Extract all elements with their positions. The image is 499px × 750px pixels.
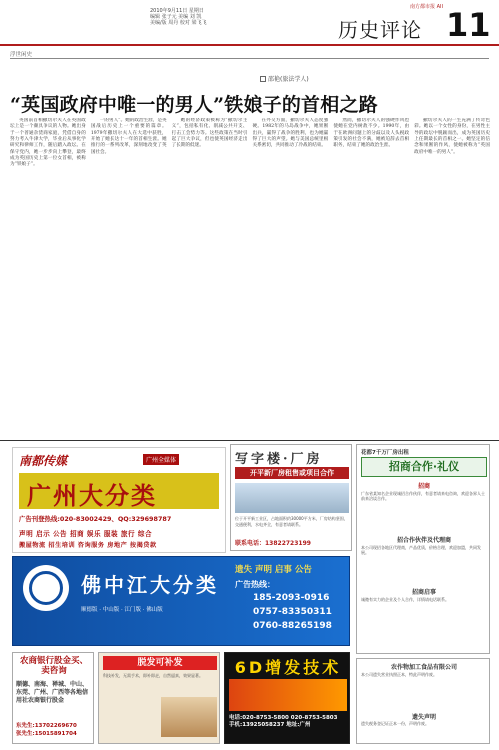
ad-title: 农商银行股金买、卖咨询 [19, 656, 88, 676]
newspaper-logo: 南方都市报 AII [410, 4, 443, 10]
factory-photo [235, 483, 349, 513]
article-column: 撒切尔夫人的一生充满了传奇色彩。她以一个女性的身份，在男性主导的政坛中脱颖而出，成为英国历史上任期最长的首相之一。她坚定的信念和果断的作风，使她被称为“英国政府中唯一的男人”。 [414, 118, 490, 155]
6d-hair-ad [224, 652, 350, 744]
ad-categories: 声明 启示 公告 招商 娱乐 服装 旅行 综合 [19, 530, 153, 538]
notice-text: 遗失税务登记证正本一份，声明作废。 [361, 721, 429, 726]
ad-subheading: 招商启事 [411, 589, 436, 596]
ad-title: 6D增发技术 [234, 658, 342, 677]
article-column: 一的男人”。她的政治生涯，是英国战后历史上一个重要的篇章。1979年撒切尔夫人在大选中获胜，开始了她长达十一年的首相生涯。她推行的一系列改革，深刻地改变了英国社会。 [90, 118, 167, 155]
article-body [10, 118, 490, 438]
divider [10, 58, 489, 59]
ad-title: 佛中江大分类 [81, 573, 219, 597]
ad-notice-types: 遗失 声明 启事 公告 [235, 565, 312, 575]
article-column: 在外交方面，撒切尔夫人态度强硬。1982年的马岛战争中，她果断出兵，赢得了战争的胜利，也为她赢得了巨大的声望。她与美国总统里根关系密切，共同推动了冷战的结束。 [252, 118, 329, 149]
notice-title: 遗失声明 [411, 714, 436, 721]
legal-notice-ad [356, 658, 490, 744]
ad-phone: 0757-83350311 [253, 607, 332, 617]
section-title: 历史评论 [338, 18, 422, 42]
author-icon [260, 76, 266, 82]
brand-sub-badge: 广州全媒体 [143, 454, 179, 465]
ad-subheading: 招商 [417, 483, 430, 490]
masthead-date: 2010年9月11日 星期日 [150, 8, 204, 14]
fo-zhong-jiang-classifieds-ad [12, 556, 350, 646]
masthead-meta [150, 8, 206, 27]
promo-image [229, 679, 347, 711]
page-number: 11 [446, 6, 491, 44]
ad-phone: 电话:020-8753-5800 020-8753-5803 手机:13925058237 地址:广州 [229, 715, 338, 728]
article-column: 英国前首相撒切尔夫人在英国政坛上是一个颇具争议的人物。她出身于一个普通杂货商家庭，凭借自身的努力考入牛津大学，毕业后从事化学研究和律师工作，随后踏入政坛。在保守党内，她一步步向上攀登，最终成为英国历史上第一位女首相，被称为“铁娘子”。 [10, 118, 86, 168]
headline: “英国政府中唯一的男人”铁娘子的首相之路 [10, 94, 378, 116]
ad-phone: 联系电话：13822723199 [235, 540, 311, 547]
bank-shares-ad [12, 652, 94, 744]
ad-subheading: 开平新厂房租售或项目合作 [235, 467, 349, 479]
ad-subheading: 招合作伙伴及代理商 [396, 537, 451, 544]
ad-text: 本公司现招各地区代理商，产品优质，价格合理，欢迎加盟，共同发展。 [361, 545, 481, 556]
ad-heading: 花都7千万厂房出租 [361, 450, 409, 456]
masthead-designer: 美编/版 周丹 校对 梁飞飞 [150, 20, 207, 27]
ad-phone: 185-2093-0916 [253, 593, 330, 603]
factory-rental-ad [230, 444, 352, 551]
masthead-rule [0, 44, 499, 46]
ads-divider [0, 440, 499, 441]
ad-subtitle: 顺德版 · 中山版 · 江门版 · 佛山版 [81, 607, 163, 613]
ad-text: 广东省某知名企业现诚招合作伙伴，有意者请来电咨询，欢迎各界人士前来洽谈合作。 [361, 491, 485, 502]
ad-heading: 写字楼·厂房 [235, 452, 323, 467]
globe-logo-icon [23, 565, 69, 611]
recruitment-ad [356, 444, 490, 654]
brand-logo: 南都传媒 [19, 454, 68, 468]
ad-title: 广州大分类 [27, 481, 157, 510]
article-column: 她的经济政策被称为“撒切尔主义”，包括私有化、削减公共开支、打击工会势力等。这些政策在当时引起了巨大争议，但也使英国经济走出了长期的低迷。 [171, 118, 248, 149]
ad-phone: 东先生:13702269670 张先生:15015891704 [16, 723, 77, 737]
ad-text: 顺德、南海、禅城、中山、东莞、广州、广西等各地信用社农商银行股金 [16, 681, 89, 704]
notice-title: 农作物加工食品有限公司 [390, 664, 457, 671]
model-photo [161, 697, 217, 737]
masthead [0, 0, 499, 44]
hair-treatment-ad [98, 652, 220, 744]
ad-categories: 搬屋物流 招生培训 咨询服务 房地产 按揭贷款 [19, 542, 157, 549]
ad-phone: 0760-88265198 [253, 621, 332, 631]
ad-title: 脱发可补发 [103, 656, 217, 670]
article-column: 然而，撒切尔夫人的强硬作风也使她在党内树敌不少。1990年，由于在欧洲问题上的分歧以及人头税政策引发的社会不满，她被迫辞去首相职务，结束了她的政治生涯。 [333, 118, 410, 149]
ad-text: 科技补发，无需手术，即补即走，自然逼真，效果显著。 [103, 673, 203, 678]
notice-text: 本公司遗失营业执照正本，特此声明作废。 [361, 672, 437, 677]
column-label: 浮世闲史 [10, 52, 33, 58]
byline-text: 邵艳(旅法学人) [268, 76, 309, 83]
guangzhou-classifieds-ad [12, 447, 226, 553]
ad-hotline: 广告刊登热线:020-83002429、QQ:329698787 [19, 515, 172, 523]
byline [260, 74, 309, 83]
ad-text: 位于开平新工业区，占地面积约30000平方米，厂房结构坚固，交通便利，水电齐全，有意者请联系。 [235, 516, 348, 527]
ad-phone-label: 广告热线： [235, 580, 275, 589]
ad-text: 诚邀有实力的企业及个人合作，详情请电话联系。 [361, 597, 449, 602]
masthead-editor: 编辑 张子元 美编 刘 凯 [150, 14, 202, 21]
ad-banner: 招商合作·礼仪 [361, 457, 487, 477]
